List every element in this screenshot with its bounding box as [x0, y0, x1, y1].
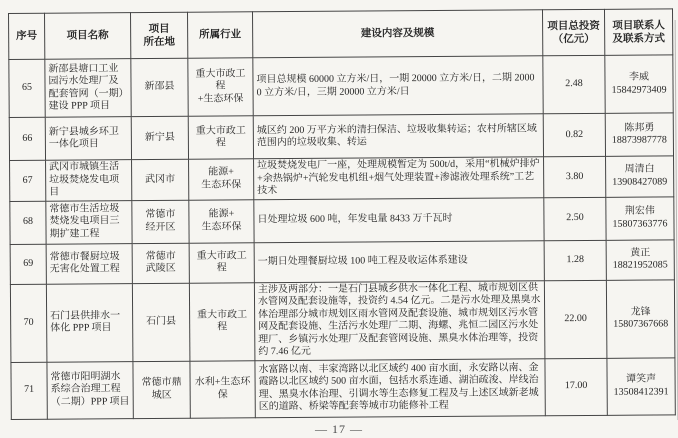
scanned-table-region: [8, 8, 675, 419]
header-no: 序号: [9, 13, 45, 59]
cell-location: 武冈市: [132, 159, 189, 200]
header-name: 项目名称: [45, 13, 131, 60]
cell-investment: 0.82: [543, 113, 605, 156]
table-header-row: [9, 9, 673, 60]
contact-phone: 15842973409: [611, 83, 667, 96]
cell-industry: 能源+ 生态环保: [189, 199, 254, 242]
table-row: [10, 239, 674, 284]
cell-project-name: 常德市生活垃圾焚烧发电项目三期扩建工程: [46, 200, 132, 244]
cell-industry: 重大市政工程: [189, 242, 254, 282]
table-row: [10, 156, 674, 201]
cell-content: 水富路以南、丰家湾路以北区域约 400 亩水面，永安路以南、金霞路以北区域约 500 亩水面，包括水系连通、湖泊疏浚、岸线治理、黑臭水体治理、引调水等生态修复工程及与上述区域新老城区的道路、桥梁等配套等城市功能修补工程: [255, 358, 545, 417]
cell-no: 71: [11, 362, 47, 419]
cell-industry: 重大市政工程: [189, 282, 255, 360]
contact-name: 周清白: [624, 163, 655, 175]
cell-location: 新邵县: [131, 58, 188, 116]
header-industry: 所属行业: [187, 12, 252, 58]
contact-phone: 18873987778: [611, 134, 667, 146]
cell-investment: 3.80: [544, 156, 606, 197]
cell-project-name: 常德市阳明湖水系综合治理工程（二期）PPP 项目: [47, 361, 133, 419]
cell-no: 66: [9, 117, 45, 160]
projects-table: [8, 8, 676, 419]
cell-content: 城区约 200 万平方米的清扫保洁、垃圾收集转运；农村所辖区域范围内的垃圾收集、转运: [253, 114, 543, 159]
contact-phone: 15807367668: [613, 318, 669, 330]
cell-content: 一期日处理餐厨垃圾 100 吨工程及收运体系建设: [254, 240, 544, 282]
header-location: 项目 所在地: [131, 12, 188, 58]
contact-name: 李威: [628, 71, 650, 83]
cell-location: 新宁县: [131, 116, 188, 159]
cell-no: 67: [10, 160, 46, 201]
cell-no: 69: [10, 244, 46, 284]
cell-project-name: 武冈市城镇生活垃圾焚烧发电项目: [46, 160, 132, 201]
cell-contact: [607, 357, 675, 414]
contact-phone: 13908427089: [612, 176, 668, 188]
cell-project-name: 新宁县城乡环卫一体化项目: [45, 117, 131, 161]
contact-name: 陈邦勇: [624, 121, 655, 134]
cell-contact: [606, 279, 675, 357]
contact-name: 龙锋: [630, 306, 651, 318]
cell-location: 常德市 武陵区: [132, 243, 189, 283]
contact-name: 谭笑声: [626, 373, 657, 385]
cell-contact: [606, 196, 674, 239]
cell-content: 项目总规模 60000 立方米/日，一期 20000 立方米/日，二期 20000 立方米/日，三期 20000 立方米/日: [253, 56, 543, 116]
table-row: [9, 113, 673, 161]
page-number: — 17 —: [315, 422, 363, 436]
cell-no: 65: [9, 59, 45, 117]
cell-location: 石门县: [132, 283, 190, 361]
cell-content: 主涉及两部分：一是石门县城乡供水一体化工程、城市规划区供水管网及配套设施等，投资约 4.54 亿元。二是污水处理及黑臭水体治理部分城市规划区雨水管网及配套设施、城市规划区污水管网及配套设施、生活污水处理厂二期、海螺、兆恒二园区污水处理厂、乡镇污水处理厂及配套管网设施、黑臭水体治理等，投资约 7.46 亿元: [254, 280, 545, 360]
cell-investment: 2.50: [544, 197, 606, 240]
cell-industry: 能源+ 生态环保: [189, 159, 254, 200]
contact-phone: 15807363776: [612, 217, 668, 230]
cell-no: 68: [10, 201, 46, 244]
cell-content: 垃圾焚烧发电厂一座，处理规模暂定为 500t/d，采用“机械炉排炉+余热锅炉+汽轮发电机组+烟气处理装置+渗滤液处理系统”工艺技术: [254, 157, 544, 200]
cell-content: 日处理垃圾 600 吨，年发电量 8433 万千瓦时: [254, 197, 544, 242]
cell-investment: 17.00: [545, 358, 607, 415]
cell-location: 常德市鼎 城区: [133, 361, 190, 418]
contact-name: 黄正: [630, 247, 651, 259]
header-contact: 项目联系人 及联系方式: [604, 9, 672, 55]
cell-location: 常德市 经开区: [132, 200, 189, 243]
header-investment: 项目总投资 （亿元）: [542, 9, 604, 55]
cell-investment: 22.00: [544, 280, 607, 358]
cell-project-name: 新邵县塘口工业园污水处理厂及配套管网（一期）建设 PPP 项目: [45, 59, 131, 118]
header-content: 建设内容及规模: [252, 10, 542, 58]
table-row: [10, 279, 675, 362]
cell-investment: 1.28: [544, 240, 606, 280]
cell-contact: [605, 55, 673, 113]
table-row: [10, 196, 674, 244]
cell-investment: 2.48: [543, 55, 605, 113]
cell-contact: [606, 156, 674, 197]
cell-industry: 重大市政工程: [188, 116, 253, 159]
cell-contact: [606, 239, 674, 279]
cell-project-name: 石门县供排水一体化 PPP 项目: [46, 283, 133, 362]
contact-phone: 18821952085: [612, 259, 668, 271]
cell-project-name: 常德市餐厨垃圾无害化处置工程: [46, 243, 132, 284]
table-row: [9, 55, 673, 118]
cell-no: 70: [10, 284, 47, 362]
contact-phone: 13508412391: [613, 385, 669, 398]
cell-contact: [605, 113, 673, 156]
cell-industry: 重大市政工程 +生态环保: [188, 58, 253, 116]
table-row: [11, 357, 675, 419]
cell-industry: 水利+生态环 保: [190, 360, 255, 417]
contact-name: 荆宏伟: [624, 205, 655, 217]
